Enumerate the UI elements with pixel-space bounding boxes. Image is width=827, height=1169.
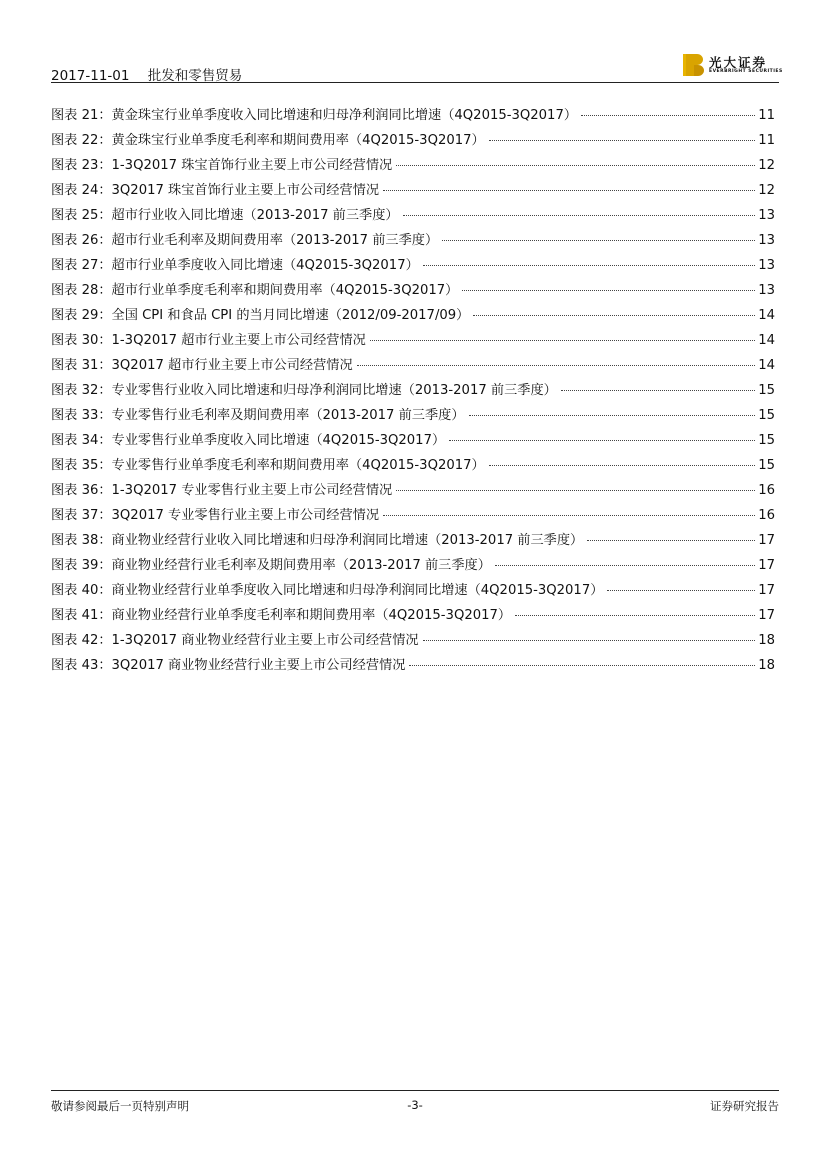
toc-entry[interactable]: [51, 379, 775, 404]
toc-entry-page: 16: [758, 483, 775, 498]
toc-entry[interactable]: [51, 154, 775, 179]
toc-entry-title: 图表 34：专业零售行业单季度收入同比增速（4Q2015-3Q2017）: [51, 433, 446, 448]
toc-entry-title: 图表 25：超市行业收入同比增速（2013-2017 前三季度）: [51, 208, 399, 223]
toc-entry[interactable]: [51, 629, 775, 654]
toc-entry-title: 图表 35：专业零售行业单季度毛利率和期间费用率（4Q2015-3Q2017）: [51, 458, 485, 473]
toc-entry-title: 图表 41：商业物业经营行业单季度毛利率和期间费用率（4Q2015-3Q2017）: [51, 608, 512, 623]
toc-entry[interactable]: [51, 229, 775, 254]
toc-entry-page: 17: [758, 533, 775, 548]
toc-dot-leader: [396, 164, 755, 166]
toc-entry[interactable]: [51, 129, 775, 154]
toc-entry[interactable]: [51, 504, 775, 529]
toc-entry-page: 15: [758, 458, 775, 473]
toc-entry-title: 图表 26：超市行业毛利率及期间费用率（2013-2017 前三季度）: [51, 233, 439, 248]
toc-entry-page: 17: [758, 583, 775, 598]
toc-entry-title: 图表 30：1-3Q2017 超市行业主要上市公司经营情况: [51, 333, 366, 348]
toc-entry-title: 图表 33：专业零售行业毛利率及期间费用率（2013-2017 前三季度）: [51, 408, 465, 423]
toc-entry-page: 17: [758, 608, 775, 623]
toc-dot-leader: [409, 664, 755, 666]
company-logo: [683, 52, 783, 78]
toc-entry[interactable]: [51, 654, 775, 679]
toc-entry-page: 11: [758, 133, 775, 148]
toc-entry-page: 15: [758, 383, 775, 398]
toc-entry[interactable]: [51, 179, 775, 204]
toc-entry-page: 13: [758, 208, 775, 223]
toc-entry-title: 图表 23：1-3Q2017 珠宝首饰行业主要上市公司经营情况: [51, 158, 393, 173]
toc-entry-page: 13: [758, 258, 775, 273]
toc-dot-leader: [495, 564, 755, 566]
toc-entry[interactable]: [51, 529, 775, 554]
toc-entry[interactable]: [51, 404, 775, 429]
toc-entry[interactable]: [51, 554, 775, 579]
toc-entry-title: 图表 21：黄金珠宝行业单季度收入同比增速和归母净利润同比增速（4Q2015-3Q2017）: [51, 108, 578, 123]
toc-dot-leader: [383, 189, 755, 191]
toc-entry[interactable]: [51, 429, 775, 454]
toc-dot-leader: [587, 539, 755, 541]
toc-entry[interactable]: [51, 329, 775, 354]
toc-entry-page: 12: [758, 183, 775, 198]
footer-disclaimer: 敬请参阅最后一页特别声明: [51, 1099, 189, 1113]
toc-dot-leader: [383, 514, 755, 516]
toc-entry[interactable]: [51, 479, 775, 504]
toc-entry-page: 17: [758, 558, 775, 573]
toc-entry-page: 16: [758, 508, 775, 523]
toc-entry-title: 图表 31：3Q2017 超市行业主要上市公司经营情况: [51, 358, 353, 373]
industry-category: 批发和零售贸易: [147, 68, 243, 84]
toc-entry[interactable]: [51, 604, 775, 629]
toc-entry[interactable]: [51, 354, 775, 379]
toc-entry-page: 13: [758, 233, 775, 248]
toc-entry[interactable]: [51, 454, 775, 479]
toc-dot-leader: [489, 464, 756, 466]
toc-entry-page: 14: [758, 308, 775, 323]
toc-entry-page: 14: [758, 333, 775, 348]
figure-index-list: [51, 104, 775, 679]
toc-entry-page: 12: [758, 158, 775, 173]
toc-entry-page: 15: [758, 433, 775, 448]
toc-dot-leader: [423, 264, 755, 266]
toc-dot-leader: [423, 639, 756, 641]
toc-entry-title: 图表 40：商业物业经营行业单季度收入同比增速和归母净利润同比增速（4Q2015-3Q2017）: [51, 583, 604, 598]
header-info: [51, 64, 242, 84]
toc-entry-page: 15: [758, 408, 775, 423]
toc-entry-title: 图表 38：商业物业经营行业收入同比增速和归母净利润同比增速（2013-2017 前三季度）: [51, 533, 584, 548]
toc-entry-title: 图表 29：全国 CPI 和食品 CPI 的当月同比增速（2012/09-2017/09）: [51, 308, 470, 323]
toc-entry-title: 图表 28：超市行业单季度毛利率和期间费用率（4Q2015-3Q2017）: [51, 283, 459, 298]
toc-dot-leader: [515, 614, 755, 616]
toc-dot-leader: [473, 314, 755, 316]
toc-dot-leader: [561, 389, 755, 391]
footer-doc-type: 证券研究报告: [710, 1099, 779, 1113]
toc-dot-leader: [489, 139, 756, 141]
toc-entry-title: 图表 22：黄金珠宝行业单季度毛利率和期间费用率（4Q2015-3Q2017）: [51, 133, 485, 148]
toc-entry[interactable]: [51, 279, 775, 304]
toc-dot-leader: [581, 114, 755, 116]
toc-entry-title: 图表 42：1-3Q2017 商业物业经营行业主要上市公司经营情况: [51, 633, 419, 648]
toc-entry[interactable]: [51, 254, 775, 279]
toc-dot-leader: [607, 589, 755, 591]
toc-entry[interactable]: [51, 579, 775, 604]
toc-entry-title: 图表 37：3Q2017 专业零售行业主要上市公司经营情况: [51, 508, 380, 523]
toc-entry[interactable]: [51, 104, 775, 129]
page-footer: [51, 1090, 779, 1121]
toc-entry-title: 图表 39：商业物业经营行业毛利率及期间费用率（2013-2017 前三季度）: [51, 558, 491, 573]
toc-dot-leader: [442, 239, 755, 241]
toc-entry-page: 14: [758, 358, 775, 373]
toc-entry-title: 图表 24：3Q2017 珠宝首饰行业主要上市公司经营情况: [51, 183, 380, 198]
toc-entry-page: 13: [758, 283, 775, 298]
toc-entry-page: 18: [758, 633, 775, 648]
page-header: [51, 52, 783, 84]
logo-english-name: EVERBRIGHT SECURITIES: [709, 69, 783, 74]
toc-entry-title: 图表 27：超市行业单季度收入同比增速（4Q2015-3Q2017）: [51, 258, 419, 273]
toc-dot-leader: [449, 439, 755, 441]
toc-dot-leader: [403, 214, 756, 216]
toc-dot-leader: [396, 489, 755, 491]
toc-entry-page: 11: [758, 108, 775, 123]
toc-entry-title: 图表 43：3Q2017 商业物业经营行业主要上市公司经营情况: [51, 658, 406, 673]
toc-entry[interactable]: [51, 204, 775, 229]
toc-dot-leader: [469, 414, 756, 416]
toc-dot-leader: [462, 289, 755, 291]
toc-dot-leader: [370, 339, 755, 341]
page-number: -3-: [407, 1098, 423, 1112]
toc-entry-title: 图表 36：1-3Q2017 专业零售行业主要上市公司经营情况: [51, 483, 393, 498]
toc-entry-title: 图表 32：专业零售行业收入同比增速和归母净利润同比增速（2013-2017 前三季度）: [51, 383, 557, 398]
toc-entry[interactable]: [51, 304, 775, 329]
toc-dot-leader: [357, 364, 756, 366]
toc-entry-page: 18: [758, 658, 775, 673]
report-date: 2017-11-01: [51, 68, 130, 84]
everbright-logo-icon: [683, 52, 705, 78]
logo-chinese-name: 光大证券: [709, 55, 768, 70]
